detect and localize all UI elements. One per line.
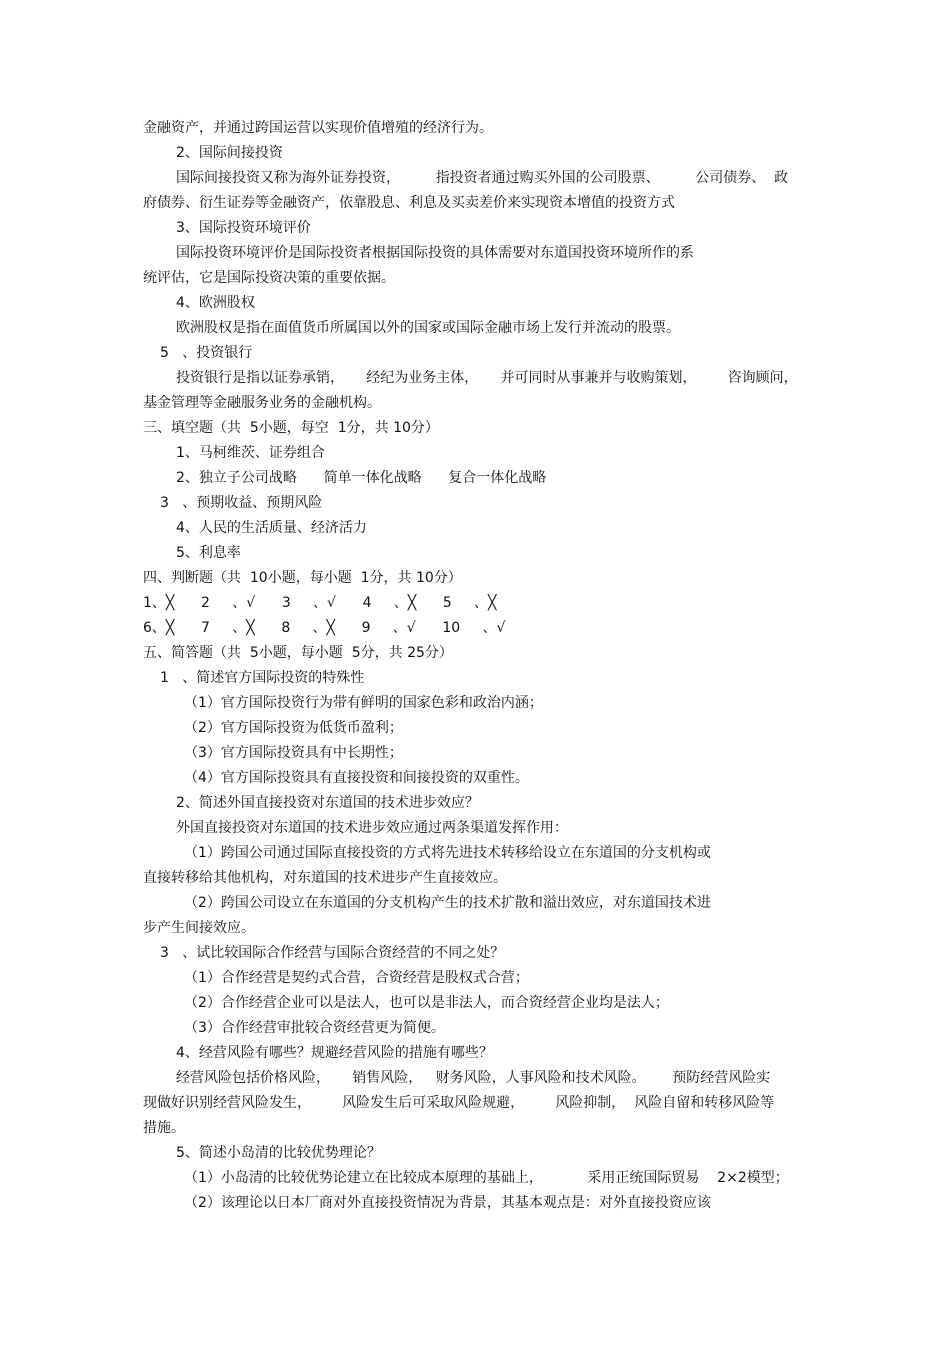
text-line: 直接转移给其他机构，对东道国的技术进步产生直接效应。	[143, 870, 507, 886]
answer-line: （2）该理论以日本厂商对外直接投资情况为背景，其基本观点是：对外直接投资应该	[184, 1195, 711, 1211]
question-line: 4、经营风险有哪些？规避经营风险的措施有哪些？	[176, 1045, 493, 1061]
answer-line: 1、╳ 2 、√ 3 、√ 4 、╳ 5 、╳	[143, 595, 497, 611]
text-line: 经营风险包括价格风险， 销售风险， 财务风险，人事风险和技术风险。 预防经营风险实	[176, 1070, 771, 1086]
answer-line: （2）官方国际投资为低货币盈利；	[184, 720, 403, 736]
section-heading: 2、国际间接投资	[176, 145, 283, 161]
answer-line: 6、╳ 7 、╳ 8 、╳ 9 、√ 10 、√	[143, 620, 506, 636]
text-line: 措施。	[143, 1120, 185, 1136]
part-heading: 三、填空题（共 5小题，每空 1分，共 10分）	[143, 420, 439, 436]
text-line: 国际间接投资又称为海外证券投资， 指投资者通过购买外国的公司股票、 公司债券、 政	[176, 170, 789, 186]
answer-line: 3 、预期收益、预期风险	[160, 495, 323, 511]
answer-line: （1）合作经营是契约式合营，合资经营是股权式合营；	[184, 970, 529, 986]
text-line: 投资银行是指以证券承销， 经纪为业务主体， 并可同时从事兼并与收购策划， 咨询顾问，	[176, 370, 798, 386]
section-heading: 5 、投资银行	[160, 345, 253, 361]
answer-line: 4、人民的生活质量、经济活力	[176, 520, 367, 536]
answer-line: 2、独立子公司战略 简单一体化战略 复合一体化战略	[176, 470, 547, 486]
answer-line: （1）小岛清的比较优势论建立在比较成本原理的基础上， 采用正统国际贸易 2×2模型；	[184, 1170, 789, 1186]
question-line: 5、简述小岛清的比较优势理论？	[176, 1145, 381, 1161]
answer-line: （4）官方国际投资具有直接投资和间接投资的双重性。	[184, 770, 529, 786]
text-line: 欧洲股权是指在面值货币所属国以外的国家或国际金融市场上发行并流动的股票。	[176, 320, 680, 336]
question-line: 1 、简述官方国际投资的特殊性	[160, 670, 365, 686]
question-line: 2、简述外国直接投资对东道国的技术进步效应？	[176, 795, 479, 811]
text-line: 金融资产，并通过跨国运营以实现价值增殖的经济行为。	[143, 120, 493, 136]
answer-line: （1）官方国际投资行为带有鲜明的国家色彩和政治内涵；	[184, 695, 543, 711]
text-line: 国际投资环境评价是国际投资者根据国际投资的具体需要对东道国投资环境所作的系	[176, 245, 694, 261]
answer-line: 1、马柯维茨、证券组合	[176, 445, 325, 461]
text-line: 统评估，它是国际投资决策的重要依据。	[143, 270, 395, 286]
section-heading: 4、欧洲股权	[176, 295, 255, 311]
part-heading: 五、简答题（共 5小题，每小题 5分，共 25分）	[143, 645, 453, 661]
text-line: 基金管理等金融服务业务的金融机构。	[143, 395, 381, 411]
answer-line: （3）合作经营审批较合资经营更为简便。	[184, 1020, 445, 1036]
text-line: 外国直接投资对东道国的技术进步效应通过两条渠道发挥作用：	[176, 820, 568, 836]
section-heading: 3、国际投资环境评价	[176, 220, 311, 236]
question-line: 3 、试比较国际合作经营与国际合资经营的不同之处？	[160, 945, 505, 961]
text-line: 现做好识别经营风险发生， 风险发生后可采取风险规避， 风险抑制， 风险自留和转移风险等	[143, 1095, 775, 1111]
answer-line: 5、利息率	[176, 545, 241, 561]
answer-line: （2）跨国公司设立在东道国的分支机构产生的技术扩散和溢出效应，对东道国技术进	[184, 895, 711, 911]
answer-line: （1）跨国公司通过国际直接投资的方式将先进技术转移给设立在东道国的分支机构或	[184, 845, 711, 861]
part-heading: 四、判断题（共 10小题，每小题 1分，共 10分）	[143, 570, 462, 586]
text-line: 府债券、衍生证券等金融资产，依靠股息、利息及买卖差价来实现资本增值的投资方式	[143, 195, 675, 211]
answer-line: （2）合作经营企业可以是法人，也可以是非法人，而合资经营企业均是法人；	[184, 995, 669, 1011]
text-line: 步产生间接效应。	[143, 920, 255, 936]
answer-line: （3）官方国际投资具有中长期性；	[184, 745, 403, 761]
